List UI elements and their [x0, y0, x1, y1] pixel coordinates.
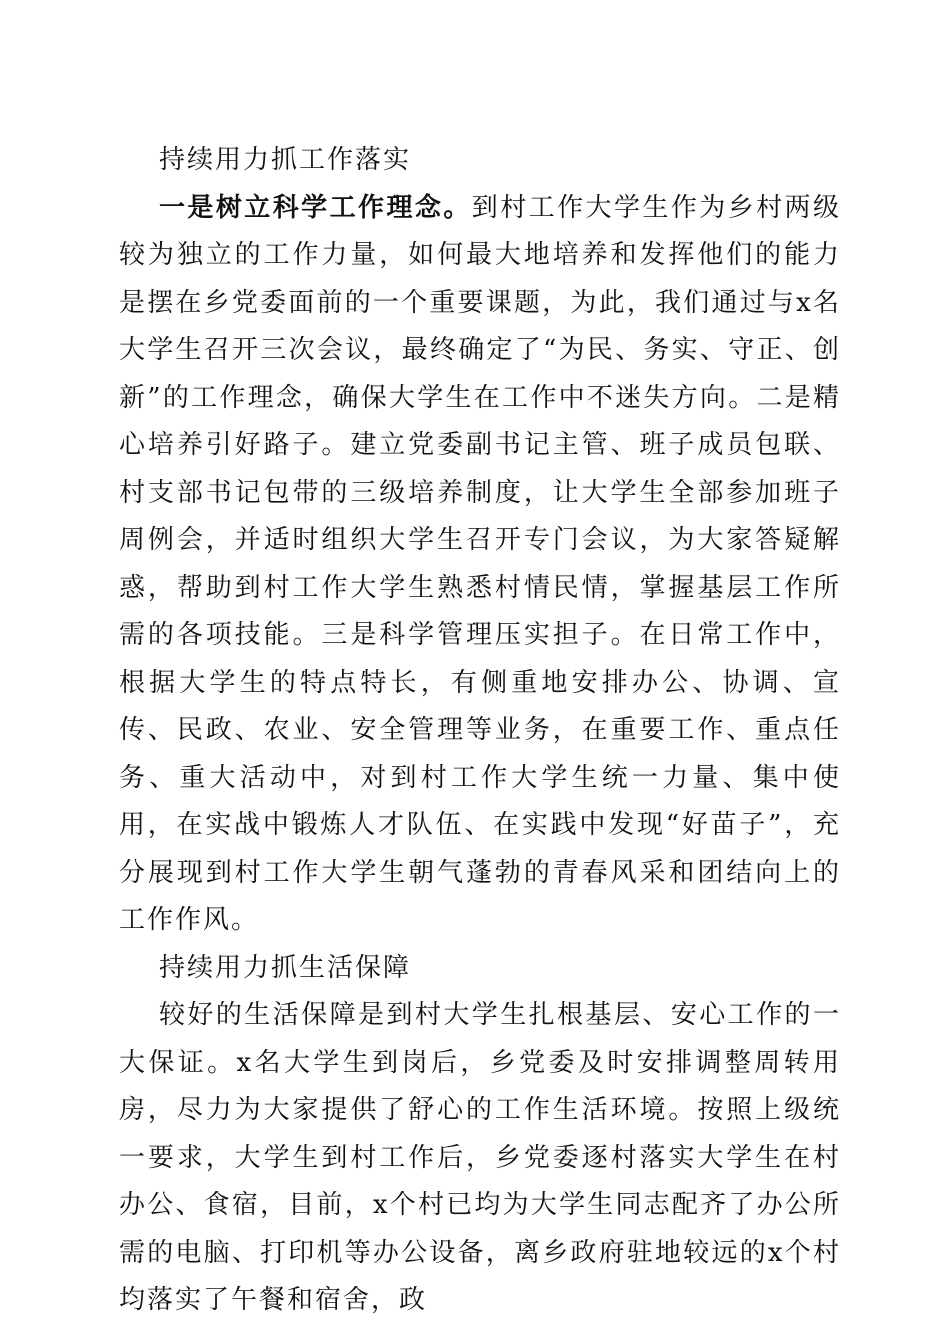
lead-phrase: 一是树立科学工作理念。: [159, 192, 472, 223]
document-body: [119, 137, 841, 1325]
paragraph-text: 到村工作大学生作为乡村两级较为独立的工作力量，如何最大地培养和发挥他们的能力是摆在乡党委面前的一个重要课题，为此，我们通过与x名大学生召开三次会议，最终确定了“为民、务实、守正、创新”的工作理念，确保大学生在工作中不迷失方向。二是精心培养引好路子。建立党委副书记主管、班子成员包联、村支部书记包带的三级培养制度，让大学生全部参加班子周例会，并适时组织大学生召开专门会议，为大家答疑解惑，帮助到村工作大学生熟悉村情民情，掌握基层工作所需的各项技能。三是科学管理压实担子。在日常工作中，根据大学生的特点特长，有侧重地安排办公、协调、宣传、民政、农业、安全管理等业务，在重要工作、重点任务、重大活动中，对到村工作大学生统一力量、集中使用，在实战中锻炼人才队伍、在实践中发现“好苗子”，充分展现到村工作大学生朝气蓬勃的青春风采和团结向上的工作作风。: [119, 192, 841, 935]
section-paragraph-work-implementation: [119, 185, 841, 945]
section-heading-living-support: 持续用力抓生活保障: [159, 952, 412, 983]
section-paragraph-living-support: 较好的生活保障是到村大学生扎根基层、安心工作的一大保证。x名大学生到岗后，乡党委及时安排调整周转用房，尽力为大家提供了舒心的工作生活环境。按照上级统一要求，大学生到村工作后，乡党委逐村落实大学生在村办公、食宿，目前，x个村已均为大学生同志配齐了办公所需的电脑、打印机等办公设备，离乡政府驻地较远的x个村均落实了午餐和宿舍，政: [119, 1000, 841, 1315]
section-heading-work-implementation: 持续用力抓工作落实: [159, 145, 412, 175]
